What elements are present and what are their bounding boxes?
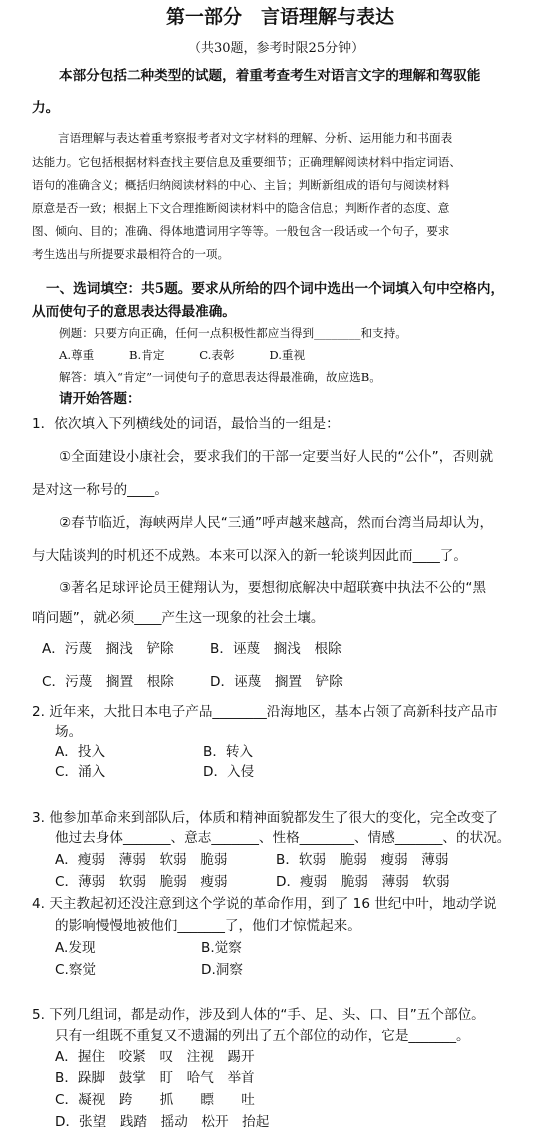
q5-option-a: A．握住 咬紧 叹 注视 踢开: [55, 1049, 255, 1065]
example-options: A.尊重 B.肯定 C.表彰 D.重视: [59, 348, 306, 362]
page-title: 第一部分 言语理解与表达: [166, 6, 395, 28]
start-answering-label: 请开始答题：: [59, 391, 141, 407]
q4-option-c: C.察觉: [55, 962, 97, 978]
intro-line-1: 言语理解与表达着重考察报考者对文字材料的理解、分析、运用能力和书面表: [58, 131, 453, 145]
q1-option-b: B．诬蔑 搁浅 根除: [210, 641, 342, 657]
q2-option-b: B．转入: [203, 744, 254, 760]
q1-option-d: D．诬蔑 搁置 铲除: [210, 674, 343, 690]
section-heading-line-2: 从而使句子的意思表达得最准确。: [32, 304, 236, 320]
q1-sentence-2b: 与大陆谈判的时机还不成熟。本来可以深入的新一轮谈判因此而____了。: [32, 548, 467, 564]
intro-line-6: 考生选出与所提要求最相符合的一项。: [32, 247, 230, 261]
q1-sentence-3b: 哨问题”，就必须____产生这一现象的社会土壤。: [32, 610, 325, 626]
example-question: 例题：只要方向正确，任何一点积极性都应当得到________和支持。: [59, 326, 407, 340]
bold-intro-line-2: 力。: [32, 100, 60, 116]
q2-stem-line-1: 2. 近年来，大批日本电子产品________沿海地区，基本占领了高新科技产品市: [32, 704, 498, 720]
q2-option-c: C．涌入: [55, 764, 106, 780]
section-heading-line-1: 一、选词填空：共5题。要求从所给的四个词中选出一个词填入句中空格内，: [46, 281, 505, 297]
q3-option-a: A．瘦弱 薄弱 软弱 脆弱: [55, 852, 228, 868]
bold-intro-line-1: 本部分包括二种类型的试题，着重考查考生对语言文字的理解和驾驭能: [59, 68, 481, 84]
example-answer: 解答：填入“肯定”一词使句子的意思表达得最准确，故应选B。: [59, 370, 381, 384]
q5-option-c: C．凝视 跨 抓 瞟 吐: [55, 1092, 255, 1108]
q1-stem: 1．依次填入下列横线处的词语，最恰当的一组是：: [32, 416, 340, 432]
intro-line-2: 达能力。它包括根据材料查找主要信息及重要细节；正确理解阅读材料中指定词语、: [32, 155, 461, 169]
page-subtitle: （共30题，参考时限25分钟）: [188, 41, 365, 56]
q1-sentence-1a: ①全面建设小康社会，要求我们的干部一定要当好人民的“公仆”，否则就: [59, 449, 494, 465]
q1-option-c: C．污蔑 搁置 根除: [42, 674, 174, 690]
q3-stem-line-1: 3. 他参加革命来到部队后，体质和精神面貌都发生了很大的变化，完全改变了: [32, 810, 498, 826]
q1-option-a: A．污蔑 搁浅 铲除: [42, 641, 174, 657]
q4-option-d: D.洞察: [201, 962, 243, 978]
intro-line-5: 图、倾向、目的；准确、得体地遣词用字等等。一般包含一段话或一个句子，要求: [32, 224, 450, 238]
q5-option-d: D．张望 践踏 摇动 松开 抬起: [55, 1114, 270, 1130]
q3-option-b: B．软弱 脆弱 瘦弱 薄弱: [276, 852, 449, 868]
intro-line-4: 原意是否一致；根据上下文合理推断阅读材料中的隐含信息；判断作者的态度、意: [32, 201, 450, 215]
q4-stem-line-2: 的影响慢慢地被他们_______了，他们才惊慌起来。: [55, 918, 361, 934]
q4-option-b: B.觉察: [201, 940, 242, 956]
intro-line-3: 语句的准确含义；概括归纳阅读材料的中心、主旨；判断新组成的语句与阅读材料: [32, 178, 450, 192]
q2-stem-line-2: 场。: [55, 724, 83, 740]
q5-stem-line-1: 5. 下列几组词，都是动作，涉及到人体的“手、足、头、口、目”五个部位。: [32, 1007, 485, 1023]
q1-sentence-3a: ③著名足球评论员王健翔认为，要想彻底解决中超联赛中执法不公的“黑: [59, 580, 487, 596]
q4-option-a: A.发现: [55, 940, 96, 956]
q5-stem-line-2: 只有一组既不重复又不遗漏的列出了五个部位的动作，它是_______。: [55, 1028, 470, 1044]
q2-option-a: A．投入: [55, 744, 106, 760]
q1-sentence-2a: ②春节临近，海峡两岸人民“三通”呼声越来越高，然而台湾当局却认为，: [59, 515, 494, 531]
q3-option-d: D．瘦弱 脆弱 薄弱 软弱: [276, 874, 450, 890]
q5-option-b: B．跺脚 鼓掌 盯 哈气 举首: [55, 1070, 255, 1086]
q1-sentence-1b: 是对这一称号的____。: [32, 482, 168, 498]
q4-stem-line-1: 4. 天主教起初还没注意到这个学说的革命作用，到了 16 世纪中叶，地动学说: [32, 896, 497, 912]
q2-option-d: D．入侵: [203, 764, 255, 780]
q3-option-c: C．薄弱 软弱 脆弱 瘦弱: [55, 874, 228, 890]
q3-stem-line-2: 他过去身体_______、意志_______、性格________、情感_______、的状况。: [55, 830, 511, 846]
